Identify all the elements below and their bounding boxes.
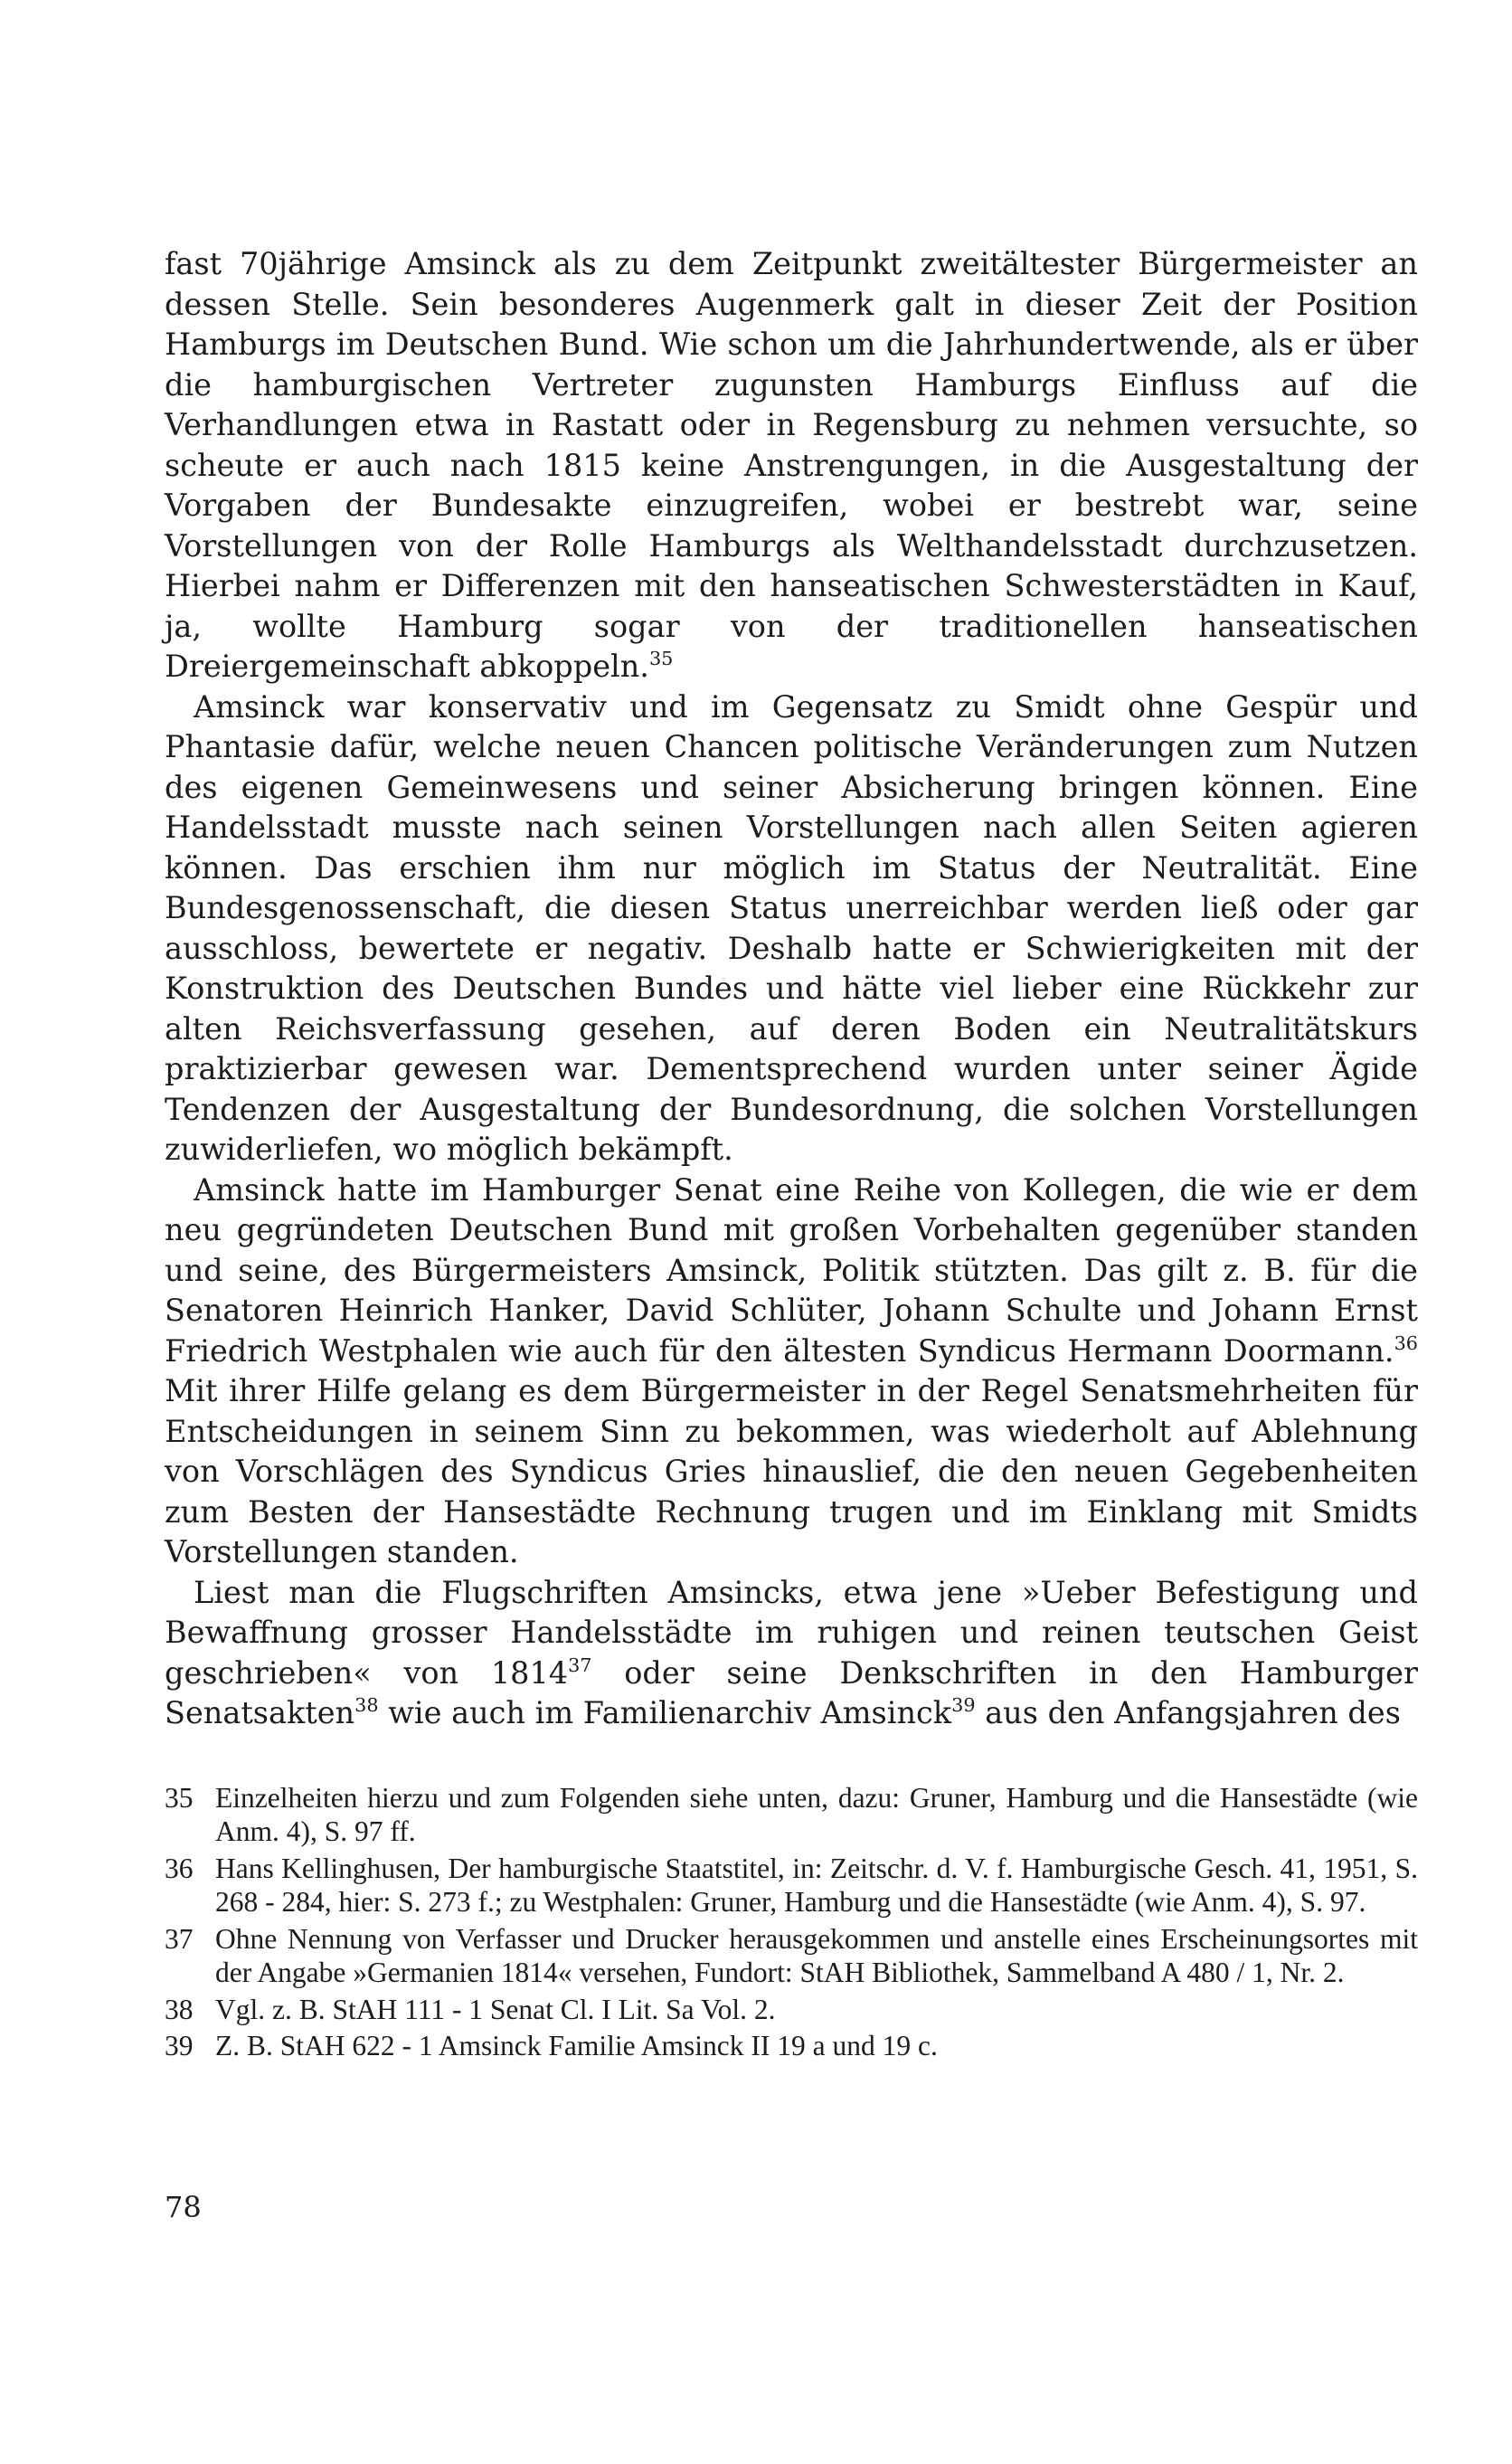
paragraph-text: Mit ihrer Hilfe gelang es dem Bürgermeister in der Regel Senatsmehrheiten für Entscheidungen in seinem Sinn zu bekommen, was wiederholt auf Ablehnung von Vorschlägen des Syndicus Gries hinauslief, die den neuen Gegebenheiten zum Besten der Hansestädte Rechnung trugen und im Einklang mit Smidts Vorstellungen standen. [165,1373,1418,1569]
paragraph-text: wie auch im Familienarchiv Amsinck [378,1695,952,1730]
footnote-number: 35 [165,1781,194,1814]
footnote-reference[interactable]: 37 [568,1654,592,1676]
footnote [165,1922,1418,1990]
body-paragraph [165,687,1418,1170]
body-text [165,244,1418,1734]
paragraph-text: aus den Anfangsjahren des [975,1695,1401,1730]
page-content [165,244,1418,2066]
footnote-text: Z. B. StAH 622 - 1 Amsinck Familie Amsinck II 19 a und 19 c. [215,2030,938,2061]
page-number: 78 [165,2190,202,2224]
footnote-reference[interactable]: 39 [951,1694,976,1717]
paragraph-text: oder seine Denkschriften in den Hamburger Senatsakten [165,1654,1418,1730]
paragraph-text: Liest man die Flugschriften Amsincks, etwa jene »Ueber Befestigung und Bewaffnung grosser Handelsstädte im ruhigen und reinen teutschen Geist geschrieben« von 1814 [165,1574,1418,1691]
footnote-reference[interactable]: 38 [354,1694,379,1717]
footnote [165,1852,1418,1919]
body-paragraph [165,244,1418,687]
paragraph-text: fast 70jährige Amsinck als zu dem Zeitpunkt zweitältester Bürgermeister an dessen Stelle. Sein besonderes Augenmerk galt in dieser Zeit der Position Hamburgs im Deutschen Bund. Wie schon um die Jahrhundertwende, als er über die hamburgischen Vertreter zugunsten Hamburgs Einfluss auf die Verhandlungen etwa in Rastatt oder in Regensburg zu nehmen versuchte, so scheute er auch nach 1815 keine Anstrengungen, in die Ausgestaltung der Vorgaben der Bundesakte einzugreifen, wobei er bestrebt war, seine Vorstellungen von der Rolle Hamburgs als Welthandelsstadt durchzusetzen. Hierbei nahm er Differenzen mit den hanseatischen Schwesterstädten in Kauf, ja, wollte Hamburg sogar von der traditionellen hanseatischen Dreiergemeinschaft abkoppeln. [165,246,1418,684]
footnote-number: 36 [165,1852,194,1884]
footnote-text: Ohne Nennung von Verfasser und Drucker herausgekommen und anstelle eines Erscheinungsortes mit der Angabe »Germanien 1814« versehen, Fundort: StAH Bibliothek, Sammelband A 480 / 1, Nr. 2. [215,1922,1418,1988]
footnote [165,1993,1418,2027]
footnote-text: Einzelheiten hierzu und zum Folgenden siehe unten, dazu: Gruner, Hamburg und die Hansestädte (wie Anm. 4), S. 97 ff. [215,1781,1418,1847]
body-paragraph [165,1573,1418,1734]
body-paragraph [165,1170,1418,1573]
footnote [165,1781,1418,1849]
footnote-number: 38 [165,1993,194,2025]
footnote-text: Vgl. z. B. StAH 111 - 1 Senat Cl. I Lit. Sa Vol. 2. [215,1993,776,2025]
footnotes-section [165,1781,1418,2063]
footnote-number: 39 [165,2030,194,2061]
footnote-reference[interactable]: 36 [1394,1332,1418,1354]
footnote [165,2029,1418,2063]
footnote-text: Hans Kellinghusen, Der hamburgische Staatstitel, in: Zeitschr. d. V. f. Hamburgische Gesch. 41, 1951, S. 268 - 284, hier: S. 273 f.; zu Westphalen: Gruner, Hamburg und die Hansestädte (wie Anm. 4), S. 97. [215,1852,1418,1918]
paragraph-text: Amsinck hatte im Hamburger Senat eine Reihe von Kollegen, die wie er dem neu gegründeten Deutschen Bund mit großen Vorbehalten gegenüber standen und seine, des Bürgermeisters Amsinck, Politik stützten. Das gilt z. B. für die Senatoren Heinrich Hanker, David Schlüter, Johann Schulte und Johann Ernst Friedrich Westphalen wie auch für den ältesten Syndicus Hermann Doormann. [165,1171,1418,1369]
footnote-reference[interactable]: 35 [648,648,674,670]
footnote-number: 37 [165,1922,194,1955]
paragraph-text: Amsinck war konservativ und im Gegensatz zu Smidt ohne Gespür und Phantasie dafür, welche neuen Chancen politische Veränderungen zum Nutzen des eigenen Gemeinwesens und seiner Absicherung bringen können. Eine Handelsstadt musste nach seinen Vorstellungen nach allen Seiten agieren können. Das erschien ihm nur möglich im Status der Neutralität. Eine Bundesgenossenschaft, die diesen Status unerreichbar werden ließ oder gar ausschloss, bewertete er negativ. Deshalb hatte er Schwierigkeiten mit der Konstruktion des Deutschen Bundes und hätte viel lieber eine Rückkehr zur alten Reichsverfassung gesehen, auf deren Boden ein Neutralitätskurs praktizierbar gewesen war. Dementsprechend wurden unter seiner Ägide Tendenzen der Ausgestaltung der Bundesordnung, die solchen Vorstellungen zuwiderliefen, wo möglich bekämpft. [165,688,1418,1167]
